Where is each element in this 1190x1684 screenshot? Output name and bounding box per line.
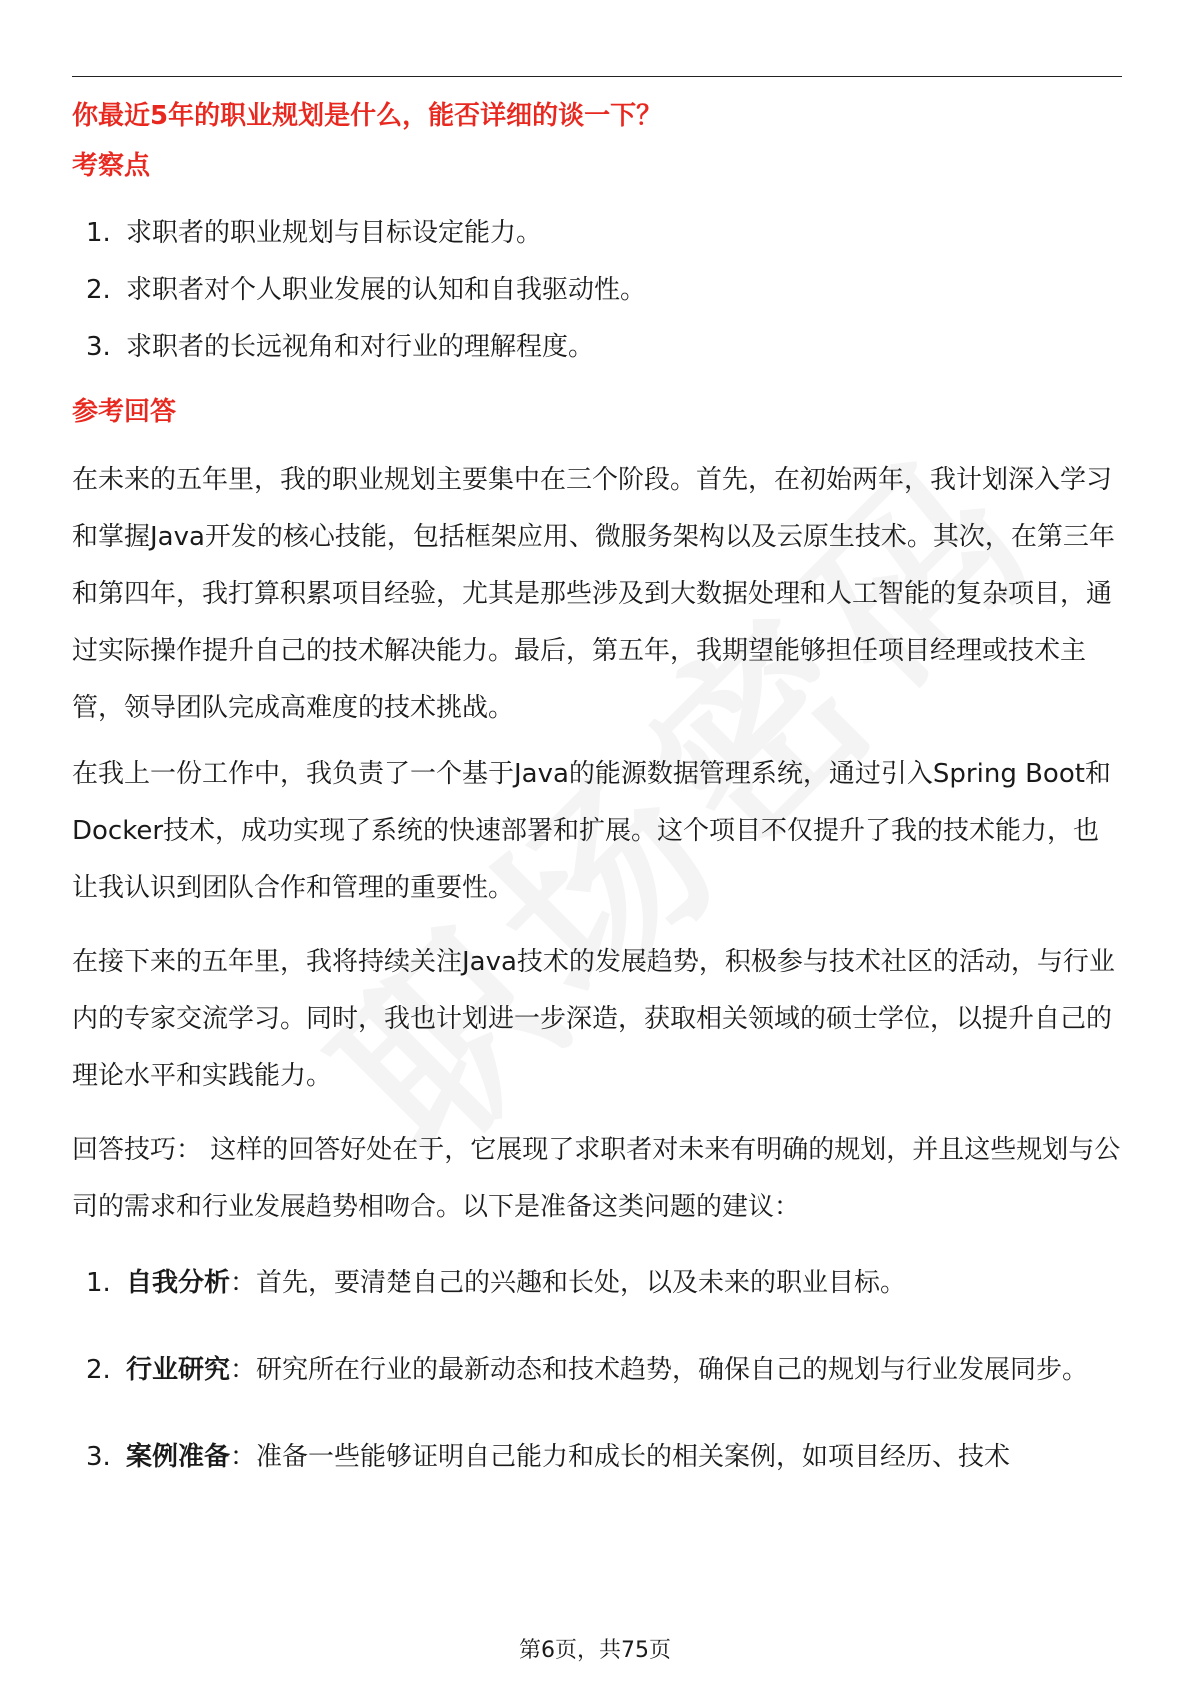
- list-text: 求职者对个人职业发展的认知和自我驱动性。: [126, 275, 647, 305]
- answer-paragraph-3: 在接下来的五年里，我将持续关注Java技术的发展趋势，积极参与技术社区的活动，与行业内的专家交流学习。同时，我也计划进一步深造，获取相关领域的硕士学位，以提升自己的理论水平和实践能力。: [72, 947, 1115, 1091]
- list-number: 2.: [86, 275, 111, 305]
- answer-paragraph-1: 在未来的五年里，我的职业规划主要集中在三个阶段。首先，在初始两年，我计划深入学习和掌握Java开发的核心技能，包括框架应用、微服务架构以及云原生技术。其次，在第三年和第四年，我打算积累项目经验，尤其是那些涉及到大数据处理和人工智能的复杂项目，通过实际操作提升自己的技术解决能力。最后，第五年，我期望能够担任项目经理或技术主管，领导团队完成高难度的技术挑战。: [72, 465, 1115, 723]
- top-divider: [72, 76, 1122, 77]
- list-number: 2.: [86, 1355, 111, 1385]
- list-number: 3.: [86, 332, 111, 362]
- section-heading-answer: 参考回答: [72, 397, 177, 427]
- list-text: 求职者的职业规划与目标设定能力。: [126, 218, 543, 248]
- list-item: [72, 1429, 1124, 1486]
- list-item: [72, 205, 1122, 262]
- section-heading-focus: 考察点: [72, 151, 151, 181]
- tips-list: [72, 1255, 1124, 1516]
- list-number: 1.: [86, 1268, 111, 1298]
- list-item: [72, 1255, 1124, 1312]
- tips-intro-paragraph: 回答技巧： 这样的回答好处在于，它展现了求职者对未来有明确的规划，并且这些规划与公司的需求和行业发展趋势相吻合。以下是准备这类问题的建议：: [72, 1135, 1121, 1222]
- tip-label: 自我分析: [126, 1268, 231, 1298]
- list-item: [72, 1342, 1124, 1399]
- tip-text: ：研究所在行业的最新动态和技术趋势，确保自己的规划与行业发展同步。: [230, 1355, 1089, 1385]
- list-item: [72, 319, 1122, 376]
- tip-text: ：准备一些能够证明自己能力和成长的相关案例，如项目经历、技术: [230, 1442, 1011, 1472]
- answer-paragraph-2: 在我上一份工作中，我负责了一个基于Java的能源数据管理系统，通过引入Spring Boot和Docker技术，成功实现了系统的快速部署和扩展。这个项目不仅提升了我的技术能力，也让我认识到团队合作和管理的重要性。: [72, 759, 1111, 903]
- list-number: 1.: [86, 218, 111, 248]
- tip-text: ：首先，要清楚自己的兴趣和长处，以及未来的职业目标。: [230, 1268, 907, 1298]
- tip-label: 案例准备: [126, 1442, 231, 1472]
- question-title: 你最近5年的职业规划是什么，能否详细的谈一下？: [72, 101, 663, 131]
- page-footer: 第6页，共75页: [519, 1638, 671, 1663]
- list-item: [72, 262, 1122, 319]
- focus-list: [72, 205, 1122, 376]
- tip-label: 行业研究: [126, 1355, 231, 1385]
- list-text: 求职者的长远视角和对行业的理解程度。: [126, 332, 595, 362]
- list-number: 3.: [86, 1442, 111, 1472]
